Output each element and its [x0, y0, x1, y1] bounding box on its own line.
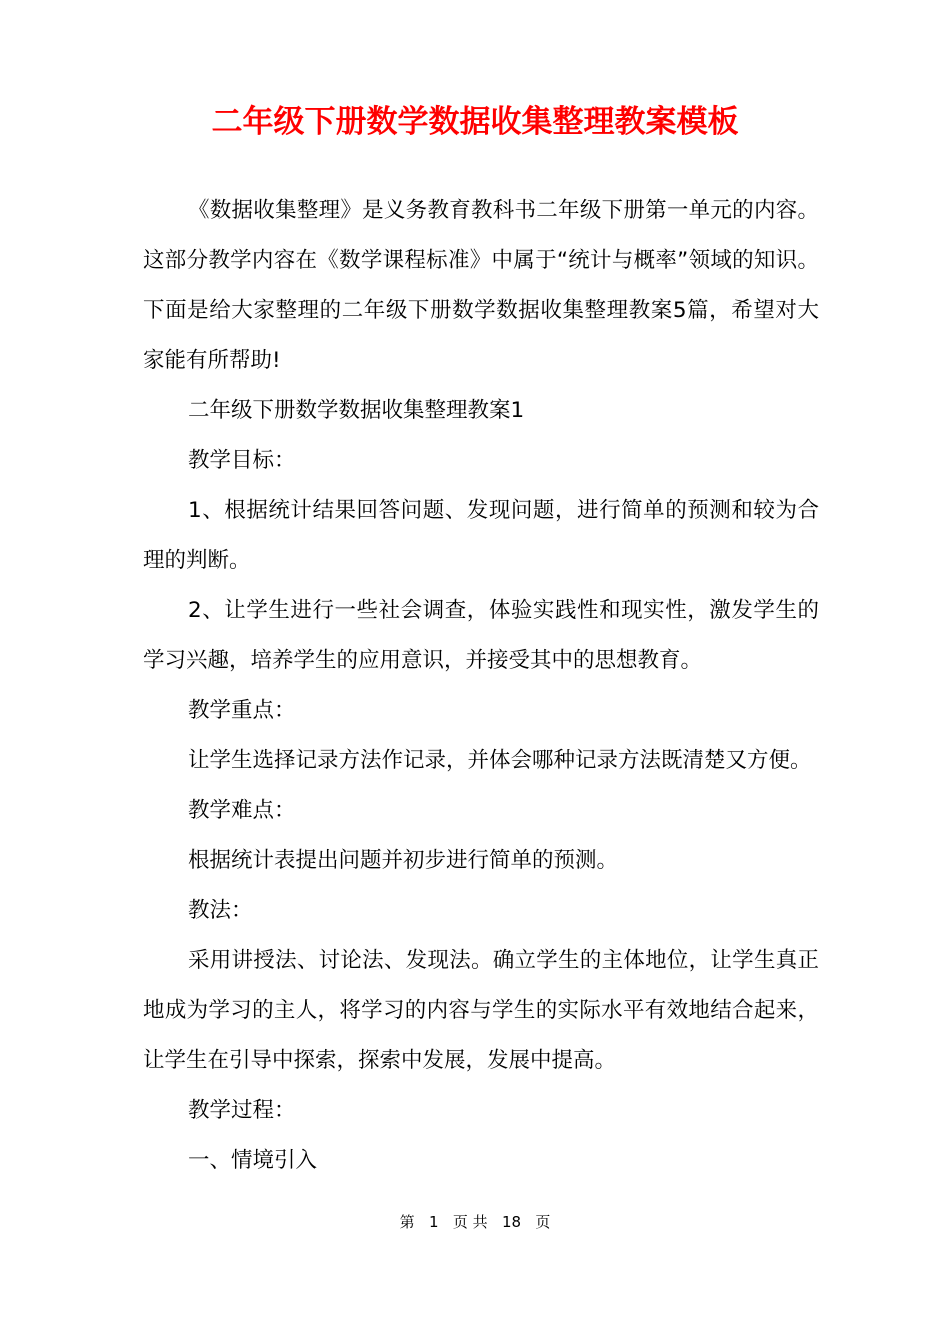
page-suffix: 页 [535, 1213, 551, 1231]
page-mid: 页 共 [452, 1213, 488, 1231]
key-points-text: 让学生选择记录方法作记录，并体会哪种记录方法既清楚又方便。 [188, 748, 812, 773]
document-body [143, 186, 819, 1186]
difficulties-heading: 教学难点： [188, 798, 296, 823]
objective-item-1: 1、根据统计结果回答问题、发现问题，进行简单的预测和较为合理的判断。 [143, 498, 819, 573]
page-total: 18 [501, 1213, 522, 1231]
document-title: 二年级下册数学数据收集整理教案模板 [211, 104, 739, 140]
intro-paragraph: 《数据收集整理》是义务教育教科书二年级下册第一单元的内容。这部分教学内容在《数学课程标准》中属于“统计与概率”领域的知识。下面是给大家整理的二年级下册数学数据收集整理教案5篇，希望对大家能有所帮助! [143, 198, 819, 373]
section-heading: 二年级下册数学数据收集整理教案1 [188, 398, 525, 423]
methods-text: 采用讲授法、讨论法、发现法。确立学生的主体地位，让学生真正地成为学习的主人，将学习的内容与学生的实际水平有效地结合起来，让学生在引导中探索，探索中发展，发展中提高。 [143, 948, 819, 1073]
process-step-1: 一、情境引入 [188, 1148, 318, 1173]
difficulties-text: 根据统计表提出问题并初步进行简单的预测。 [188, 848, 619, 873]
page-number: 1 [428, 1213, 439, 1231]
page-prefix: 第 [399, 1213, 415, 1231]
objective-item-2: 2、让学生进行一些社会调查，体验实践性和现实性，激发学生的学习兴趣，培养学生的应用意识，并接受其中的思想教育。 [143, 598, 819, 673]
process-heading: 教学过程： [188, 1098, 296, 1123]
key-points-heading: 教学重点： [188, 698, 296, 723]
page-footer [0, 1210, 950, 1234]
objectives-heading: 教学目标： [188, 448, 296, 473]
methods-heading: 教法： [188, 898, 253, 923]
